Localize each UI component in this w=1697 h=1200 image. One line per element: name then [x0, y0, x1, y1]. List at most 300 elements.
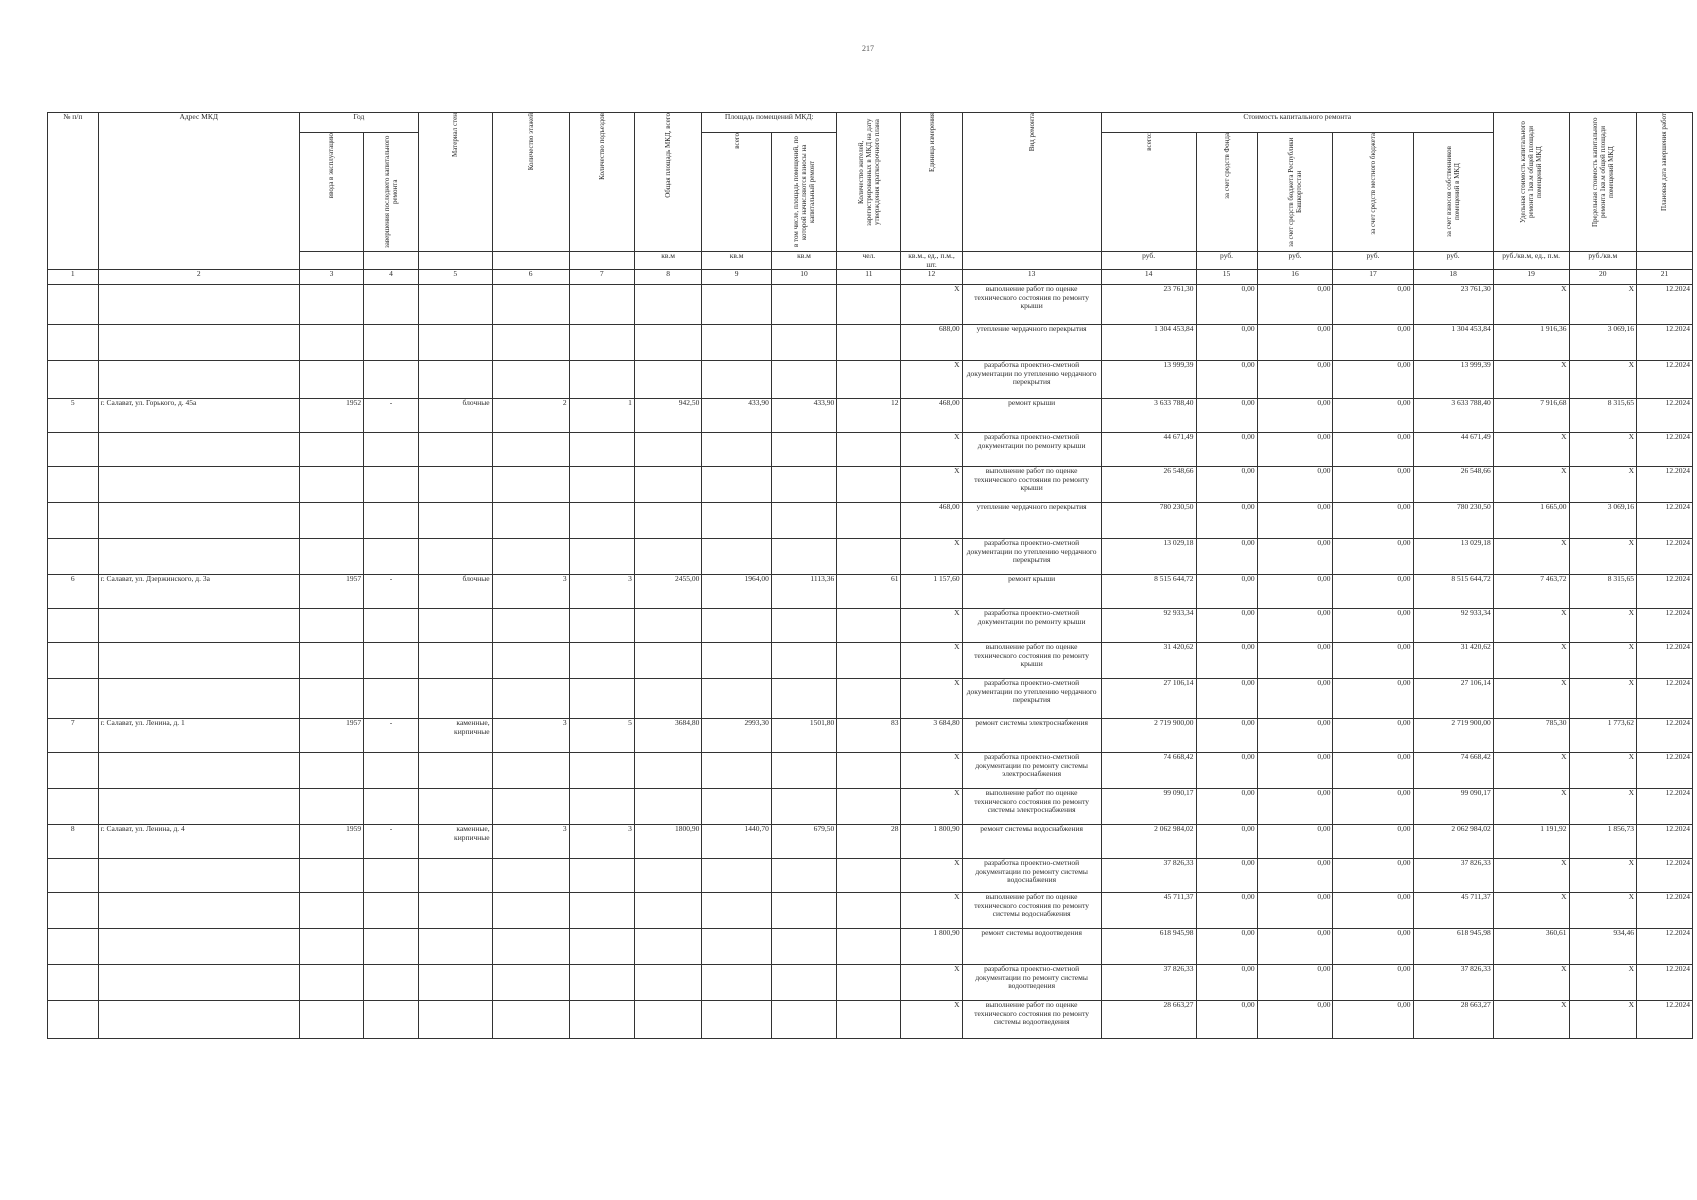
area-paid-cell: [771, 467, 836, 503]
area-all-cell: 1964,00: [702, 575, 772, 609]
planned-date-cell: 12.2024: [1636, 609, 1692, 643]
table-row: [48, 399, 1693, 433]
last-repair-year-cell: [364, 503, 419, 539]
area-all-cell: 433,90: [702, 399, 772, 433]
unit-cost-cell: 7 463,72: [1493, 575, 1569, 609]
unit-amount-cell: X: [901, 1001, 962, 1039]
cost-owners-cell: 3 633 788,40: [1413, 399, 1493, 433]
area-all-cell: [702, 433, 772, 467]
header-residents: Количество жителей, зарегистрированных в МКД на дату утверждения краткосрочного плана: [837, 113, 901, 252]
commissioning-year-cell: [299, 467, 363, 503]
address-cell: [98, 503, 299, 539]
cost-fund-cell: 0,00: [1196, 285, 1257, 325]
cost-fund-cell: 0,00: [1196, 965, 1257, 1001]
repair-type-cell: разработка проектно-сметной документации по утеплению чердачного перекрытия: [962, 361, 1101, 399]
unit-amount-cell: 1 157,60: [901, 575, 962, 609]
cost-local-cell: 0,00: [1333, 433, 1413, 467]
residents-cell: 83: [837, 719, 901, 753]
address-cell: [98, 643, 299, 679]
commissioning-year-cell: [299, 609, 363, 643]
limit-cost-cell: X: [1569, 679, 1636, 719]
last-repair-year-cell: -: [364, 825, 419, 859]
last-repair-year-cell: [364, 643, 419, 679]
cost-owners-cell: 27 106,14: [1413, 679, 1493, 719]
entrances-cell: [569, 503, 634, 539]
cost-republic-cell: 0,00: [1257, 575, 1333, 609]
area-paid-cell: [771, 503, 836, 539]
column-number: 19: [1493, 270, 1569, 285]
unit-cost-cell: 1 665,00: [1493, 503, 1569, 539]
entrances-cell: [569, 643, 634, 679]
unit-amount-cell: X: [901, 859, 962, 893]
limit-cost-cell: X: [1569, 609, 1636, 643]
area-paid-cell: [771, 643, 836, 679]
address-cell: г. Салават, ул. Ленина, д. 1: [98, 719, 299, 753]
table-row: [48, 789, 1693, 825]
wall-material-cell: [418, 285, 492, 325]
table-row: [48, 929, 1693, 965]
row-number-cell: [48, 503, 99, 539]
cost-local-cell: 0,00: [1333, 929, 1413, 965]
row-number-cell: 8: [48, 825, 99, 859]
cost-owners-cell: 13 999,39: [1413, 361, 1493, 399]
table-row: [48, 719, 1693, 753]
planned-date-cell: 12.2024: [1636, 467, 1692, 503]
entrances-cell: [569, 285, 634, 325]
area-paid-cell: [771, 539, 836, 575]
limit-cost-cell: 1 773,62: [1569, 719, 1636, 753]
residents-cell: [837, 859, 901, 893]
floors-cell: [492, 929, 569, 965]
row-number-cell: 6: [48, 575, 99, 609]
cost-local-cell: 0,00: [1333, 467, 1413, 503]
residents-cell: [837, 1001, 901, 1039]
wall-material-cell: блочные: [418, 575, 492, 609]
floors-cell: [492, 361, 569, 399]
cost-fund-cell: 0,00: [1196, 679, 1257, 719]
residents-cell: [837, 929, 901, 965]
total-area-cell: [634, 965, 701, 1001]
column-number: 14: [1101, 270, 1196, 285]
cost-republic-cell: 0,00: [1257, 719, 1333, 753]
header-planned-date: Плановая дата завершения работ: [1636, 113, 1692, 252]
unit-amount-cell: 468,00: [901, 399, 962, 433]
unit-amount-cell: X: [901, 893, 962, 929]
unit-cost-cell: X: [1493, 433, 1569, 467]
total-area-cell: [634, 433, 701, 467]
floors-cell: [492, 609, 569, 643]
unit-cost-cell: 360,61: [1493, 929, 1569, 965]
commissioning-year-cell: [299, 361, 363, 399]
total-area-cell: [634, 679, 701, 719]
wall-material-cell: [418, 679, 492, 719]
cost-total-cell: 45 711,37: [1101, 893, 1196, 929]
table-row: [48, 433, 1693, 467]
cost-owners-cell: 618 945,98: [1413, 929, 1493, 965]
cost-republic-cell: 0,00: [1257, 929, 1333, 965]
table-row: [48, 539, 1693, 575]
unit-cell: руб./кв.м: [1569, 252, 1636, 270]
cost-fund-cell: 0,00: [1196, 929, 1257, 965]
row-number-cell: [48, 893, 99, 929]
column-number: 4: [364, 270, 419, 285]
commissioning-year-cell: [299, 679, 363, 719]
address-cell: [98, 285, 299, 325]
cost-owners-cell: 26 548,66: [1413, 467, 1493, 503]
planned-date-cell: 12.2024: [1636, 325, 1692, 361]
unit-cost-cell: X: [1493, 539, 1569, 575]
entrances-cell: [569, 859, 634, 893]
column-number: 5: [418, 270, 492, 285]
table-row: [48, 285, 1693, 325]
column-number: 12: [901, 270, 962, 285]
floors-cell: 3: [492, 575, 569, 609]
entrances-cell: [569, 539, 634, 575]
row-number-cell: [48, 1001, 99, 1039]
address-cell: [98, 1001, 299, 1039]
total-area-cell: [634, 1001, 701, 1039]
cost-local-cell: 0,00: [1333, 575, 1413, 609]
unit-cost-cell: 1 191,92: [1493, 825, 1569, 859]
entrances-cell: [569, 753, 634, 789]
unit-cost-cell: X: [1493, 1001, 1569, 1039]
wall-material-cell: [418, 609, 492, 643]
commissioning-year-cell: [299, 503, 363, 539]
cost-owners-cell: 8 515 644,72: [1413, 575, 1493, 609]
column-number: 8: [634, 270, 701, 285]
wall-material-cell: [418, 433, 492, 467]
column-number: 17: [1333, 270, 1413, 285]
commissioning-year-cell: [299, 1001, 363, 1039]
unit-cell: [962, 252, 1101, 270]
column-numbers-row: [48, 270, 1693, 285]
planned-date-cell: 12.2024: [1636, 361, 1692, 399]
area-all-cell: [702, 929, 772, 965]
table-row: [48, 893, 1693, 929]
area-all-cell: 1440,70: [702, 825, 772, 859]
column-number: 11: [837, 270, 901, 285]
table-row: [48, 325, 1693, 361]
header-floors: Количество этажей: [492, 113, 569, 252]
floors-cell: [492, 679, 569, 719]
unit-cell: кв.м., ед., п.м., шт.: [901, 252, 962, 270]
unit-cost-cell: 785,30: [1493, 719, 1569, 753]
floors-cell: [492, 965, 569, 1001]
unit-amount-cell: 1 800,90: [901, 929, 962, 965]
commissioning-year-cell: [299, 285, 363, 325]
unit-cost-cell: X: [1493, 609, 1569, 643]
cost-local-cell: 0,00: [1333, 753, 1413, 789]
limit-cost-cell: X: [1569, 753, 1636, 789]
cost-owners-cell: 44 671,49: [1413, 433, 1493, 467]
area-paid-cell: [771, 965, 836, 1001]
cost-total-cell: 44 671,49: [1101, 433, 1196, 467]
unit-cell: руб.: [1413, 252, 1493, 270]
residents-cell: [837, 893, 901, 929]
residents-cell: 61: [837, 575, 901, 609]
last-repair-year-cell: [364, 965, 419, 1001]
entrances-cell: [569, 1001, 634, 1039]
cost-owners-cell: 1 304 453,84: [1413, 325, 1493, 361]
table-row: [48, 361, 1693, 399]
repair-type-cell: ремонт крыши: [962, 575, 1101, 609]
area-all-cell: [702, 361, 772, 399]
floors-cell: [492, 503, 569, 539]
last-repair-year-cell: [364, 609, 419, 643]
residents-cell: [837, 361, 901, 399]
cost-total-cell: 13 999,39: [1101, 361, 1196, 399]
residents-cell: [837, 285, 901, 325]
last-repair-year-cell: [364, 859, 419, 893]
cost-local-cell: 0,00: [1333, 285, 1413, 325]
limit-cost-cell: X: [1569, 361, 1636, 399]
unit-cell: кв.м: [702, 252, 772, 270]
column-number: 13: [962, 270, 1101, 285]
cost-total-cell: 3 633 788,40: [1101, 399, 1196, 433]
header-unit-cost: Удельная стоимость капитального ремонта 1кв.м общей площади помещений МКД: [1493, 113, 1569, 252]
total-area-cell: [634, 539, 701, 575]
table-row: [48, 467, 1693, 503]
floors-cell: 2: [492, 399, 569, 433]
wall-material-cell: [418, 503, 492, 539]
unit-cost-cell: X: [1493, 285, 1569, 325]
unit-cost-cell: X: [1493, 467, 1569, 503]
cost-republic-cell: 0,00: [1257, 285, 1333, 325]
cost-republic-cell: 0,00: [1257, 609, 1333, 643]
residents-cell: [837, 679, 901, 719]
planned-date-cell: 12.2024: [1636, 679, 1692, 719]
cost-republic-cell: 0,00: [1257, 1001, 1333, 1039]
repair-type-cell: выполнение работ по оценке технического состояния по ремонту системы водоснабжения: [962, 893, 1101, 929]
table-row: [48, 679, 1693, 719]
unit-amount-cell: X: [901, 789, 962, 825]
unit-cost-cell: X: [1493, 679, 1569, 719]
floors-cell: [492, 893, 569, 929]
residents-cell: [837, 789, 901, 825]
floors-cell: [492, 1001, 569, 1039]
last-repair-year-cell: [364, 433, 419, 467]
residents-cell: [837, 609, 901, 643]
cost-fund-cell: 0,00: [1196, 1001, 1257, 1039]
wall-material-cell: [418, 753, 492, 789]
column-number: 2: [98, 270, 299, 285]
unit-amount-cell: X: [901, 361, 962, 399]
area-all-cell: [702, 325, 772, 361]
floors-cell: [492, 789, 569, 825]
table-row: [48, 965, 1693, 1001]
column-number: 15: [1196, 270, 1257, 285]
column-number: 21: [1636, 270, 1692, 285]
total-area-cell: [634, 325, 701, 361]
address-cell: [98, 929, 299, 965]
cost-republic-cell: 0,00: [1257, 753, 1333, 789]
limit-cost-cell: X: [1569, 1001, 1636, 1039]
area-paid-cell: [771, 325, 836, 361]
cost-fund-cell: 0,00: [1196, 719, 1257, 753]
row-number-cell: 5: [48, 399, 99, 433]
address-cell: [98, 789, 299, 825]
cost-total-cell: 31 420,62: [1101, 643, 1196, 679]
row-number-cell: [48, 539, 99, 575]
planned-date-cell: 12.2024: [1636, 643, 1692, 679]
last-repair-year-cell: [364, 285, 419, 325]
planned-date-cell: 12.2024: [1636, 893, 1692, 929]
residents-cell: 28: [837, 825, 901, 859]
residents-cell: [837, 539, 901, 575]
residents-cell: 12: [837, 399, 901, 433]
cost-total-cell: 1 304 453,84: [1101, 325, 1196, 361]
limit-cost-cell: 3 069,16: [1569, 503, 1636, 539]
residents-cell: [837, 643, 901, 679]
residents-cell: [837, 325, 901, 361]
residents-cell: [837, 753, 901, 789]
address-cell: [98, 539, 299, 575]
limit-cost-cell: X: [1569, 789, 1636, 825]
area-paid-cell: [771, 609, 836, 643]
unit-cost-cell: X: [1493, 859, 1569, 893]
limit-cost-cell: 8 315,65: [1569, 575, 1636, 609]
unit-cost-cell: X: [1493, 361, 1569, 399]
planned-date-cell: 12.2024: [1636, 789, 1692, 825]
cost-local-cell: 0,00: [1333, 325, 1413, 361]
unit-cell: руб./кв.м, ед., п.м.: [1493, 252, 1569, 270]
table-row: [48, 609, 1693, 643]
floors-cell: [492, 753, 569, 789]
commissioning-year-cell: 1957: [299, 575, 363, 609]
wall-material-cell: [418, 893, 492, 929]
cost-local-cell: 0,00: [1333, 609, 1413, 643]
cost-fund-cell: 0,00: [1196, 503, 1257, 539]
cost-local-cell: 0,00: [1333, 539, 1413, 575]
cost-fund-cell: 0,00: [1196, 539, 1257, 575]
address-cell: [98, 325, 299, 361]
area-paid-cell: 1501,80: [771, 719, 836, 753]
cost-owners-cell: 74 668,42: [1413, 753, 1493, 789]
table-body: [48, 270, 1693, 1039]
unit-cell: руб.: [1333, 252, 1413, 270]
wall-material-cell: [418, 643, 492, 679]
wall-material-cell: [418, 361, 492, 399]
total-area-cell: [634, 789, 701, 825]
cost-fund-cell: 0,00: [1196, 643, 1257, 679]
cost-owners-cell: 31 420,62: [1413, 643, 1493, 679]
commissioning-year-cell: [299, 789, 363, 825]
limit-cost-cell: 1 856,73: [1569, 825, 1636, 859]
wall-material-cell: каменные, кирпичные: [418, 825, 492, 859]
unit-amount-cell: 468,00: [901, 503, 962, 539]
unit-amount-cell: X: [901, 285, 962, 325]
repair-type-cell: ремонт системы электроснабжения: [962, 719, 1101, 753]
address-cell: [98, 859, 299, 893]
area-paid-cell: [771, 361, 836, 399]
entrances-cell: [569, 789, 634, 825]
planned-date-cell: 12.2024: [1636, 575, 1692, 609]
planned-date-cell: 12.2024: [1636, 1001, 1692, 1039]
residents-cell: [837, 433, 901, 467]
wall-material-cell: [418, 929, 492, 965]
cost-fund-cell: 0,00: [1196, 467, 1257, 503]
last-repair-year-cell: -: [364, 575, 419, 609]
cost-fund-cell: 0,00: [1196, 825, 1257, 859]
header-repair-type: Вид ремонта: [962, 113, 1101, 252]
row-number-cell: [48, 753, 99, 789]
unit-amount-cell: X: [901, 539, 962, 575]
planned-date-cell: 12.2024: [1636, 753, 1692, 789]
planned-date-cell: 12.2024: [1636, 719, 1692, 753]
page-number: 217: [862, 44, 874, 53]
address-cell: [98, 753, 299, 789]
area-all-cell: [702, 609, 772, 643]
header-area-all: всего: [702, 133, 772, 252]
commissioning-year-cell: [299, 433, 363, 467]
floors-cell: 3: [492, 719, 569, 753]
cost-republic-cell: 0,00: [1257, 433, 1333, 467]
entrances-cell: [569, 361, 634, 399]
unit-cost-cell: X: [1493, 643, 1569, 679]
header-cost-republic: за счет средств бюджета Республики Башкортостан: [1257, 133, 1333, 252]
cost-fund-cell: 0,00: [1196, 399, 1257, 433]
repair-type-cell: разработка проектно-сметной документации по утеплению чердачного перекрытия: [962, 679, 1101, 719]
cost-owners-cell: 13 029,18: [1413, 539, 1493, 575]
area-all-cell: [702, 859, 772, 893]
repair-type-cell: выполнение работ по оценке технического состояния по ремонту системы электроснабжения: [962, 789, 1101, 825]
column-number: 10: [771, 270, 836, 285]
row-number-cell: [48, 859, 99, 893]
header-cost-local: за счет средств местного бюджета: [1333, 133, 1413, 252]
area-paid-cell: 433,90: [771, 399, 836, 433]
wall-material-cell: [418, 859, 492, 893]
last-repair-year-cell: [364, 467, 419, 503]
entrances-cell: 5: [569, 719, 634, 753]
planned-date-cell: 12.2024: [1636, 539, 1692, 575]
row-number-cell: [48, 679, 99, 719]
cost-republic-cell: 0,00: [1257, 859, 1333, 893]
cost-local-cell: 0,00: [1333, 825, 1413, 859]
column-number: 16: [1257, 270, 1333, 285]
area-all-cell: [702, 643, 772, 679]
repair-type-cell: разработка проектно-сметной документации по утеплению чердачного перекрытия: [962, 539, 1101, 575]
cost-fund-cell: 0,00: [1196, 361, 1257, 399]
cost-fund-cell: 0,00: [1196, 325, 1257, 361]
address-cell: г. Салават, ул. Дзержинского, д. 3а: [98, 575, 299, 609]
cost-republic-cell: 0,00: [1257, 399, 1333, 433]
commissioning-year-cell: 1957: [299, 719, 363, 753]
cost-republic-cell: 0,00: [1257, 679, 1333, 719]
column-number: 9: [702, 270, 772, 285]
cost-owners-cell: 23 761,30: [1413, 285, 1493, 325]
area-paid-cell: [771, 929, 836, 965]
commissioning-year-cell: [299, 753, 363, 789]
cost-total-cell: 618 945,98: [1101, 929, 1196, 965]
cost-fund-cell: 0,00: [1196, 433, 1257, 467]
cost-total-cell: 13 029,18: [1101, 539, 1196, 575]
area-paid-cell: [771, 1001, 836, 1039]
limit-cost-cell: 934,46: [1569, 929, 1636, 965]
planned-date-cell: 12.2024: [1636, 825, 1692, 859]
header-area-group: Площадь помещений МКД:: [702, 113, 837, 133]
limit-cost-cell: X: [1569, 285, 1636, 325]
area-all-cell: [702, 467, 772, 503]
repair-type-cell: выполнение работ по оценке технического состояния по ремонту крыши: [962, 467, 1101, 503]
unit-cost-cell: X: [1493, 789, 1569, 825]
commissioning-year-cell: [299, 859, 363, 893]
cost-fund-cell: 0,00: [1196, 789, 1257, 825]
commissioning-year-cell: [299, 929, 363, 965]
last-repair-year-cell: -: [364, 719, 419, 753]
wall-material-cell: [418, 325, 492, 361]
area-all-cell: [702, 789, 772, 825]
address-cell: г. Салават, ул. Горького, д. 45а: [98, 399, 299, 433]
